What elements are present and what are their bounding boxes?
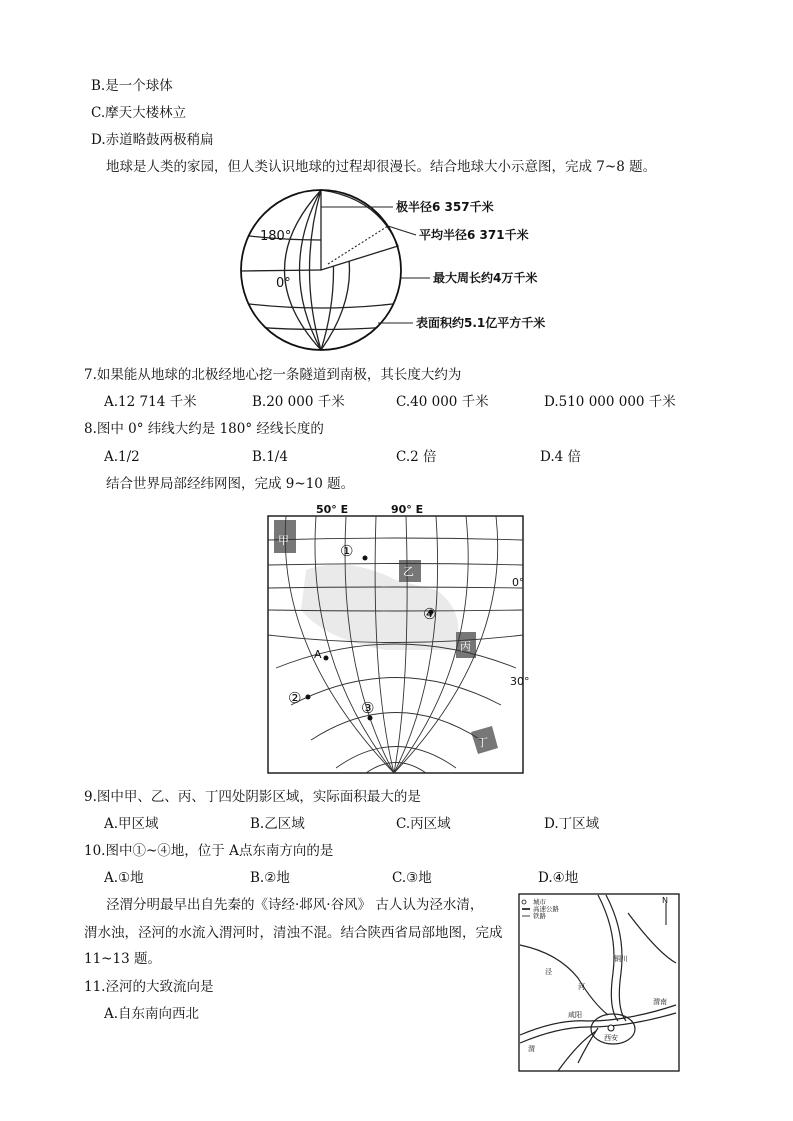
q7-option-b: B.20 000 千米 xyxy=(252,394,345,410)
question-11: 11.泾河的大致流向是 xyxy=(84,979,214,995)
q8-option-d: D.4 倍 xyxy=(540,449,582,465)
point-2: ② xyxy=(288,689,302,707)
q9-option-b: B.乙区域 xyxy=(250,816,305,832)
label-jing: 泾 xyxy=(545,968,552,976)
lon-50e-label: 50° E xyxy=(316,503,349,516)
label-wei: 渭 xyxy=(528,1045,535,1053)
lat-30-label: 30° xyxy=(510,675,530,688)
q7-option-a: A.12 714 千米 xyxy=(104,394,197,410)
label-xian: 西安 xyxy=(604,1034,618,1042)
point-3: ③ xyxy=(361,699,375,717)
label-jia: 甲 xyxy=(278,534,289,547)
globe-label-180: 180° xyxy=(260,229,292,244)
option-c: C.摩天大楼林立 xyxy=(91,105,187,121)
q9-option-a: A.甲区域 xyxy=(104,816,159,832)
intro-11-13-line3: 11~13 题。 xyxy=(84,951,161,967)
label-yi: 乙 xyxy=(403,565,414,578)
north-label: N xyxy=(662,896,668,905)
shaanxi-map xyxy=(518,893,680,1073)
question-8: 8.图中 0° 纬线大约是 180° 经线长度的 xyxy=(84,421,324,437)
intro-7-8: 地球是人类的家园，但人类认识地球的过程却很漫长。结合地球大小示意图，完成 7~8 题。 xyxy=(106,159,657,175)
lat-0-label: 0° xyxy=(512,576,525,589)
surface-area-label: 表面积约5.1亿平方千米 xyxy=(416,316,546,330)
question-10: 10.图中①~④地，位于 A点东南方向的是 xyxy=(84,843,334,859)
option-d: D.赤道略鼓两极稍扁 xyxy=(91,132,214,148)
globe-figure xyxy=(238,183,568,358)
q10-option-d: D.④地 xyxy=(538,870,579,886)
graticule-map xyxy=(266,500,530,776)
mean-radius-label: 平均半径6 371千米 xyxy=(419,228,529,242)
point-4: ④ xyxy=(423,605,437,623)
cutaway-wedge xyxy=(321,190,398,270)
point-1: ① xyxy=(340,542,354,560)
q11-option-a: A.自东南向西北 xyxy=(104,1006,200,1022)
q10-option-b: B.②地 xyxy=(250,870,290,886)
q7-option-c: C.40 000 千米 xyxy=(396,394,489,410)
legend-city: 城市 xyxy=(533,898,546,906)
label-xianyang: 咸阳 xyxy=(568,1011,582,1019)
intro-11-13-line1: 泾渭分明最早出自先秦的《诗经·邶风·谷风》 古人认为泾水清， xyxy=(106,897,484,913)
circumference-label: 最大周长约4万千米 xyxy=(433,271,538,285)
intro-11-13-line2: 渭水浊，泾河的水流入渭河时，清浊不混。结合陕西省局部地图，完成 xyxy=(84,925,503,941)
q8-option-a: A.1/2 xyxy=(104,449,140,465)
point-a: A xyxy=(314,648,322,661)
q10-option-c: C.③地 xyxy=(392,870,432,886)
polar-radius-label: 极半径6 357千米 xyxy=(396,200,494,214)
label-ding: 丁 xyxy=(477,736,488,749)
label-he: 河 xyxy=(578,983,585,991)
legend-highway: 高速公路 xyxy=(533,905,559,913)
q8-option-c: C.2 倍 xyxy=(396,449,437,465)
question-9: 9.图中甲、乙、丙、丁四处阴影区域，实际面积最大的是 xyxy=(84,789,421,805)
label-weinan: 渭南 xyxy=(653,998,667,1006)
lon-90e-label: 90° E xyxy=(391,503,424,516)
globe-label-0: 0° xyxy=(276,276,291,291)
q9-option-c: C.丙区域 xyxy=(396,816,451,832)
option-b: B.是一个球体 xyxy=(91,78,173,94)
legend-rail: 铁路 xyxy=(533,912,546,920)
q10-option-a: A.①地 xyxy=(104,870,144,886)
q8-option-b: B.1/4 xyxy=(252,449,288,465)
q7-option-d: D.510 000 000 千米 xyxy=(544,394,676,410)
label-bing: 丙 xyxy=(460,640,471,653)
question-7: 7.如果能从地球的北极经地心挖一条隧道到南极，其长度大约为 xyxy=(84,367,462,383)
label-tongchuan: 铜川 xyxy=(614,955,628,963)
intro-9-10: 结合世界局部经纬网图，完成 9~10 题。 xyxy=(106,476,355,492)
q9-option-d: D.丁区域 xyxy=(544,816,600,832)
